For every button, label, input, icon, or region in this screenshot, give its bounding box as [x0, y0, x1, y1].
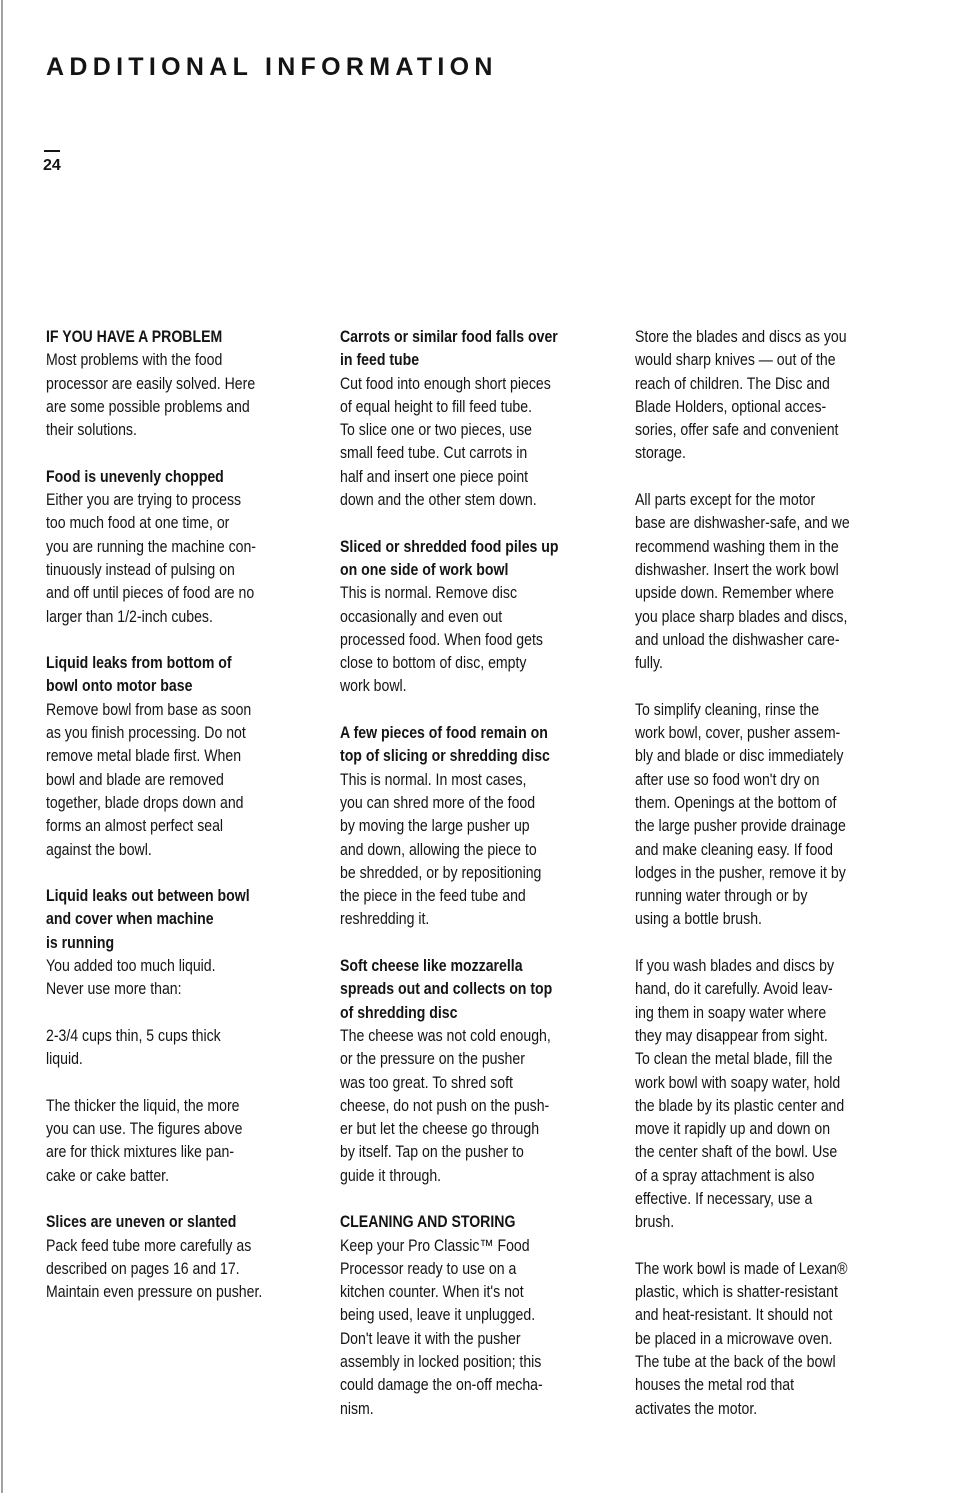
section-text: Remove bowl from base as soon as you finish processing. Do not remove metal blade first. When bowl and blade are removed together, blade drops down and forms an almost perfect seal against the bowl. [46, 700, 252, 859]
page-number: 24 [43, 157, 61, 174]
page-edge-rule [1, 0, 3, 1493]
paragraph-simplify-cleaning [635, 699, 912, 932]
column-2 [340, 326, 615, 1421]
page-title: ADDITIONAL INFORMATION [46, 53, 498, 81]
section-heading: Liquid leaks out between bowl and cover when machine is running [46, 887, 250, 952]
section-text: The cheese was not cold enough, or the pressure on the pusher was too great. To shred soft cheese, do not push on the push- er but let the cheese go through by itself. Tap on the pusher to guide it through. [340, 1026, 551, 1185]
section-text: Most problems with the food processor are easily solved. Here are some possible problems and their solutions. [46, 351, 256, 440]
section-text: To simplify cleaning, rinse the work bowl, cover, pusher assem- bly and blade or disc immediately after use so food won't dry on them. Openings at the bottom of the large pusher provide drainage and make cleaning easy. If food lodges in the pusher, remove it by running water through or by using a bottle brush. [635, 700, 846, 929]
section-text: 2-3/4 cups thin, 5 cups thick liquid. [46, 1026, 221, 1069]
section-text: The work bowl is made of Lexan® plastic, which is shatter-resistant and heat-resistant. It should not be placed in a microwave oven. The tube at the back of the bowl houses the metal rod that activates the motor. [635, 1259, 848, 1418]
section-text: Keep your Pro Classic™ Food Processor ready to use on a kitchen counter. When it's not being used, leave it unplugged. Don't leave it with the pusher assembly in locked position; this could damage the on-off mecha- nism. [340, 1236, 543, 1418]
column-3 [635, 326, 912, 1421]
section-heading: Food is unevenly chopped [46, 467, 224, 486]
section-pieces-remain [340, 722, 615, 932]
section-text: Either you are trying to process too much food at one time, or you are running the machine con- tinuously instead of pulsing on and off until pieces of food are no larger than 1/2-inch cubes. [46, 491, 257, 626]
paragraph-dishwasher [635, 489, 912, 675]
paragraph-work-bowl-material [635, 1258, 912, 1421]
section-text: This is normal. In most cases, you can shred more of the food by moving the large pusher up and down, allowing the piece to be shredded, or by repositioning the piece in the feed tube and reshredding it. [340, 770, 542, 929]
section-food-piles-up [340, 536, 615, 699]
section-heading: IF YOU HAVE A PROBLEM [46, 328, 223, 346]
paragraph-hand-wash [635, 955, 912, 1235]
section-liquid-leaks-cover [46, 885, 316, 1001]
section-heading: Liquid leaks from bottom of bowl onto motor base [46, 654, 232, 696]
section-text: This is normal. Remove disc occasionally and even out processed food. When food gets close to bottom of disc, empty work bowl. [340, 584, 543, 696]
section-text: All parts except for the motor base are dishwasher-safe, and we recommend washing them in the dishwasher. Insert the work bowl upside down. Remember where you place sharp blades and discs, and unload the dishwasher care- fully. [635, 491, 850, 673]
paragraph-thicker-liquid [46, 1095, 316, 1188]
section-slices-uneven [46, 1211, 316, 1304]
paragraph-store-blades [635, 326, 912, 466]
section-text: Pack feed tube more carefully as described on pages 16 and 17. Maintain even pressure on pusher. [46, 1236, 263, 1302]
section-heading: Carrots or similar food falls over in feed tube [340, 328, 558, 370]
section-heading: Sliced or shredded food piles up on one side of work bowl [340, 537, 559, 579]
paragraph-liquid-amounts [46, 1025, 316, 1072]
section-liquid-leaks-bottom [46, 652, 316, 862]
section-text: If you wash blades and discs by hand, do it carefully. Avoid leav- ing them in soapy water where they may disappear from sight. To clean the metal blade, fill the work bowl with soapy water, hold the blade by its plastic center and move it rapidly up and down on the center shaft of the bowl. Use of a spray attachment is also effective. If necessary, use a brush. [635, 957, 845, 1232]
section-heading: Soft cheese like mozzarella spreads out and collects on top of shredding disc [340, 957, 553, 1022]
section-soft-cheese [340, 955, 615, 1188]
section-heading: CLEANING AND STORING [340, 1213, 516, 1232]
section-text: You added too much liquid. Never use more than: [46, 957, 216, 999]
column-1 [46, 326, 316, 1304]
section-heading: Slices are uneven or slanted [46, 1213, 237, 1232]
section-text: Cut food into enough short pieces of equal height to fill feed tube. To slice one or two pieces, use small feed tube. Cut carrots in half and insert one piece point down and the other stem down. [340, 374, 551, 510]
section-carrots-fall-over [340, 326, 615, 512]
section-if-you-have-a-problem [46, 326, 316, 442]
section-cleaning-and-storing [340, 1211, 615, 1421]
section-heading: A few pieces of food remain on top of slicing or shredding disc [340, 724, 550, 766]
section-text: Store the blades and discs as you would sharp knives — out of the reach of children. The Disc and Blade Holders, optional acces- sories, offer safe and convenient storage. [635, 328, 847, 463]
page-number-bar [44, 150, 60, 152]
section-text: The thicker the liquid, the more you can use. The figures above are for thick mixtures like pan- cake or cake batter. [46, 1096, 243, 1185]
section-food-unevenly-chopped [46, 466, 316, 629]
